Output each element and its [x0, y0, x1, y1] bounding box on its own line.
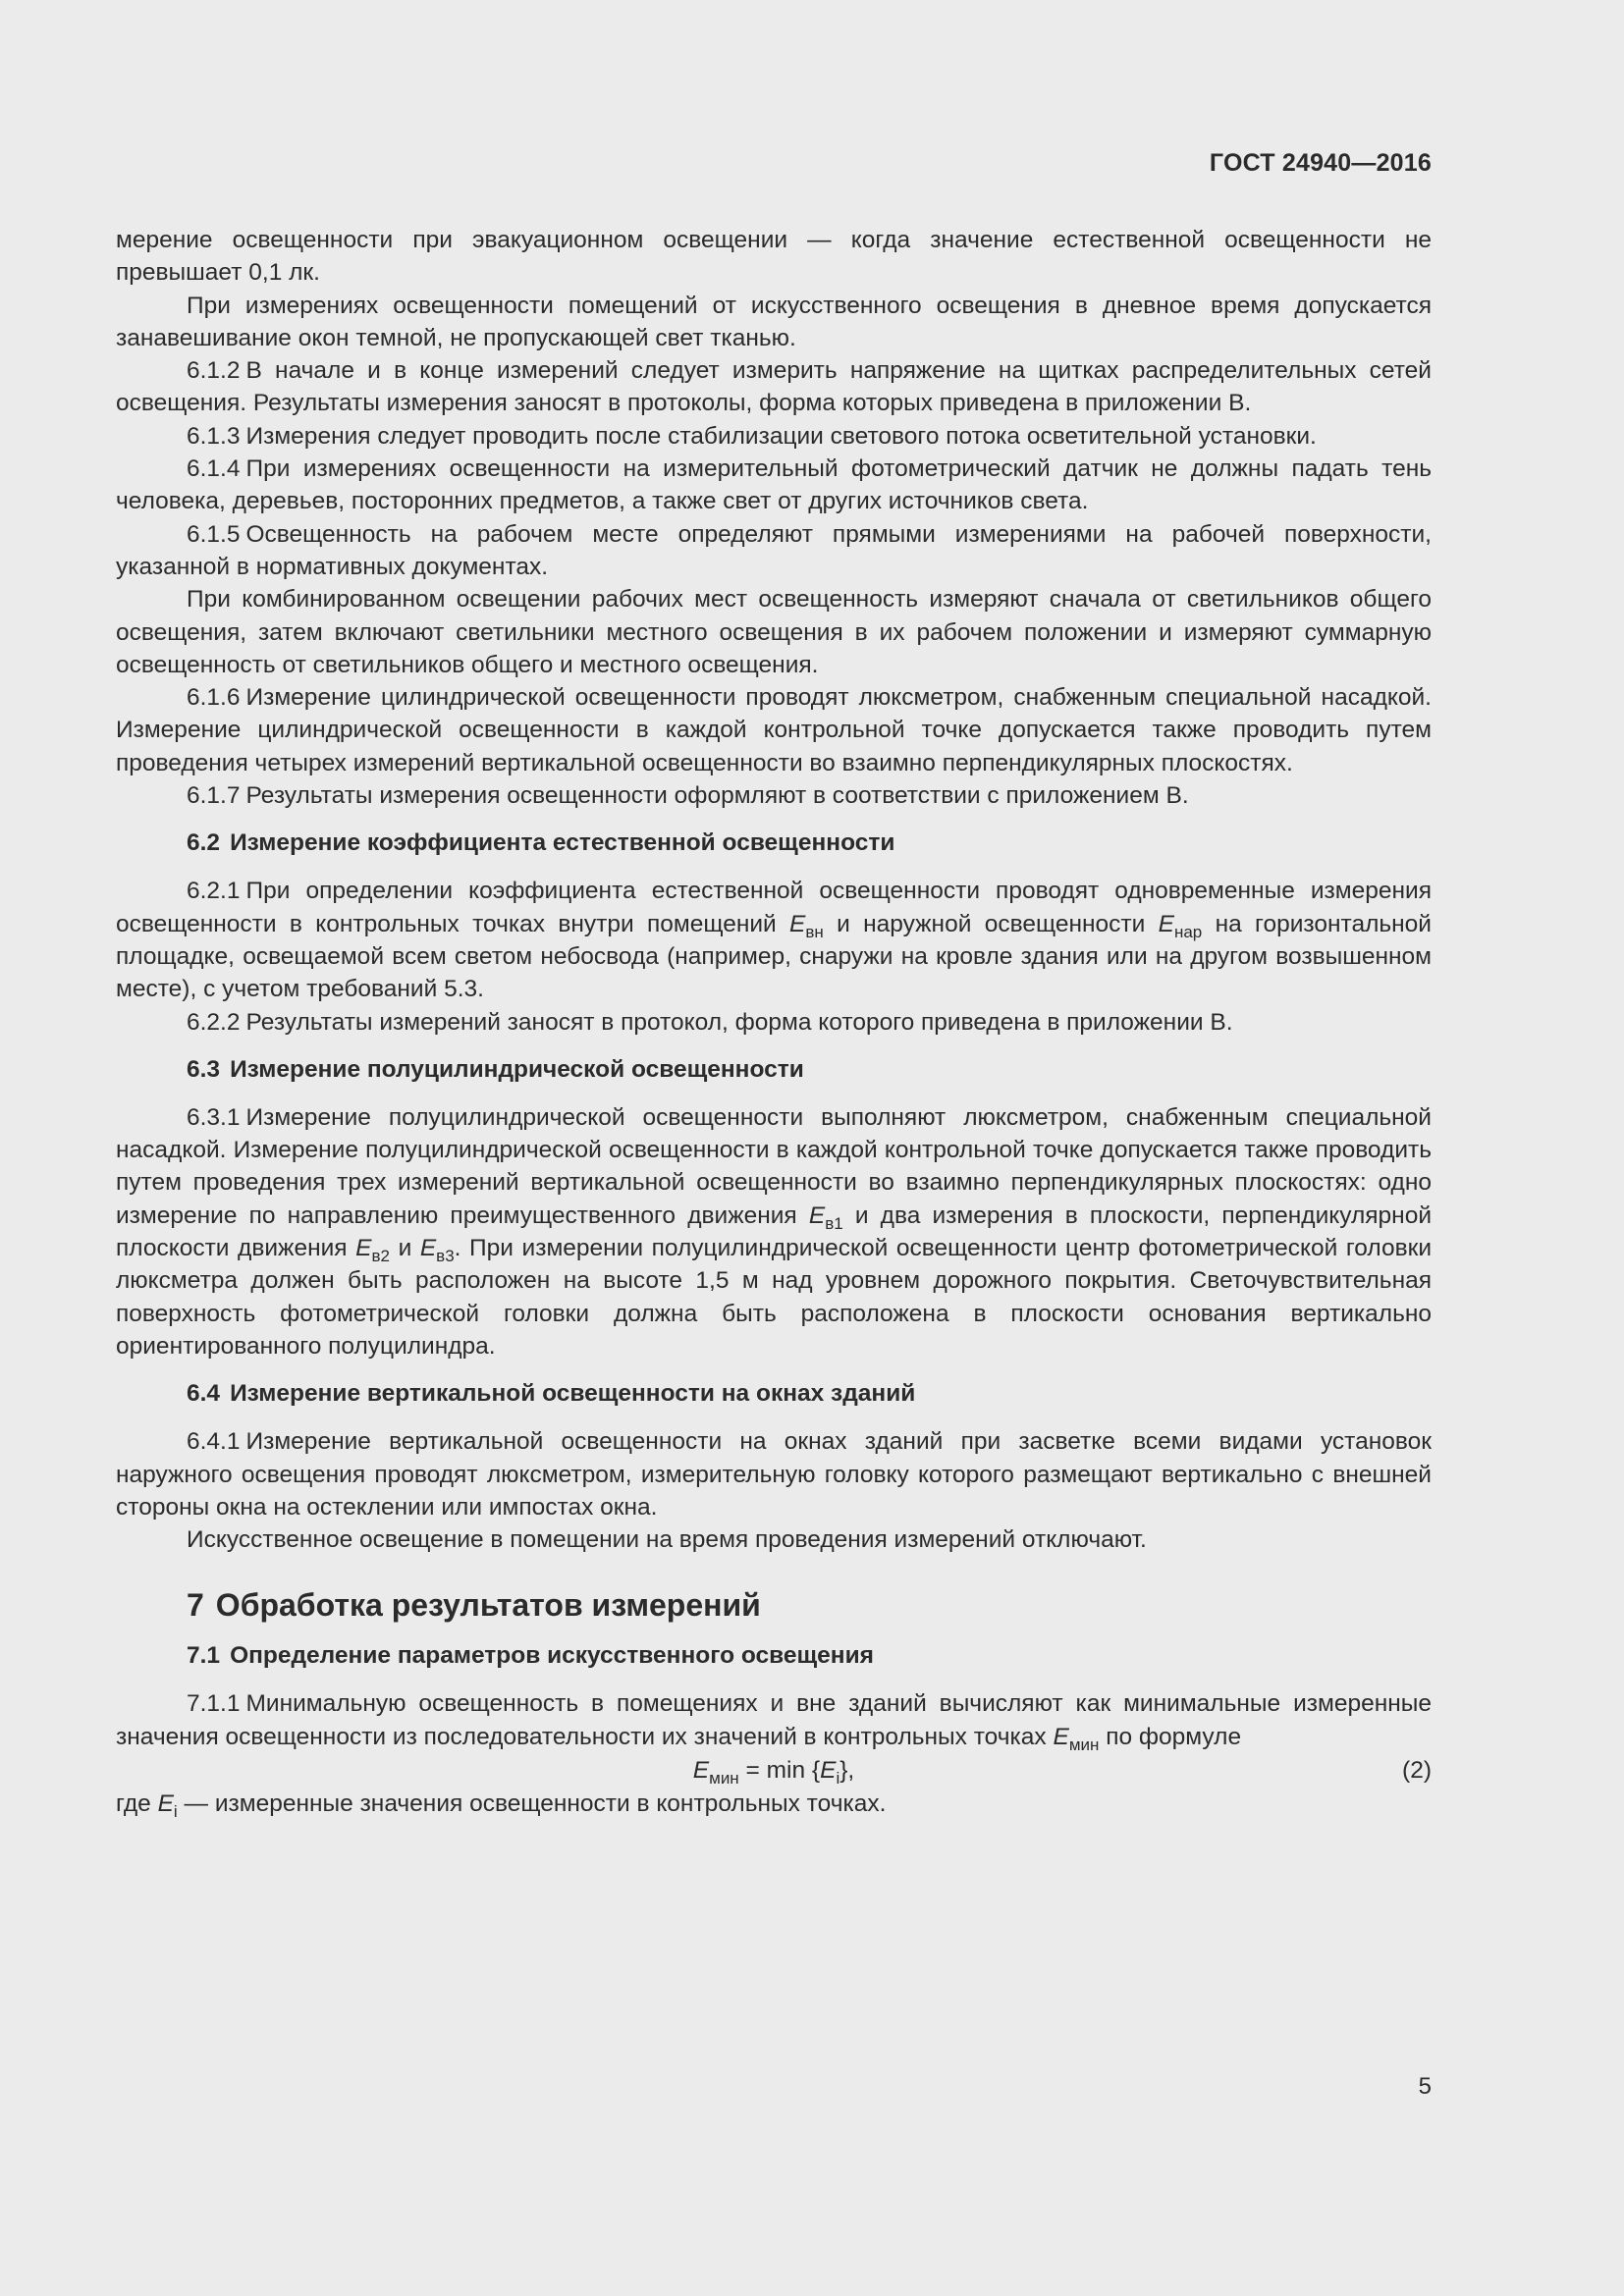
clause-6-1-2 [116, 354, 1432, 420]
clause-number: 6.4.1 [187, 1428, 241, 1456]
clause-text: Минимальную освещенность в помещениях и вне зданий вычисляют как минимальные измеренные значения освещенности из последовательности их значений в контрольных точках [116, 1690, 1432, 1750]
clause-text: Освещенность на рабочем месте определяют прямыми измерениями на рабочей поверхности, указанной в нормативных документах. [116, 520, 1432, 580]
clause-number: 6.1.3 [187, 422, 241, 450]
clause-6-1-5 [116, 518, 1432, 584]
clause-text: Результаты измерений заносят в протокол, форма которого приведена в приложении В. [245, 1008, 1233, 1036]
clause-number: 6.3.1 [187, 1103, 241, 1131]
clause-number: 6.1.2 [187, 357, 241, 385]
section-title: Определение параметров искусственного освещения [230, 1642, 874, 1670]
symbol-e: E [789, 910, 806, 937]
paragraph: При комбинированном освещении рабочих мест освещенность измеряют сначала от светильников общего освещения, затем включают светильники местного освещения в их рабочем положении и измеряют суммарную освещенность от светильников общего и местного освещения. [116, 586, 1432, 678]
chapter-title: Обработка результатов измерений [215, 1587, 761, 1624]
section-heading-6-3 [116, 1053, 1432, 1086]
clause-text: Измерение цилиндрической освещенности проводят люксметром, снабженным специальной насадкой. Измерение цилиндрической освещенности в каждой контрольной точке допускается также проводить путем проведения четырех измерений вертикальной освещенности во взаимно перпендикулярных плоскостях. [116, 684, 1432, 776]
clause-text: Результаты измерения освещенности оформляют в соответствии с приложением В. [245, 782, 1189, 810]
paragraph-continuation: мерение освещенности при эвакуационном освещении — когда значение естественной освещенности не превышает 0,1 лк. [116, 227, 1432, 287]
subscript: i [173, 1801, 178, 1821]
clause-6-4-1 [116, 1425, 1432, 1523]
clause-6-1-3 [116, 420, 1432, 453]
clause-text: и два измерения в плоскости, перпендикулярной плоскости движения [116, 1201, 1433, 1262]
subscript: в2 [371, 1247, 390, 1266]
explanation-text: — измеренные значения освещенности в контрольных точках. [184, 1789, 887, 1817]
clause-number: 6.1.4 [187, 455, 241, 483]
formula [692, 1756, 855, 1788]
subscript: в1 [825, 1213, 843, 1233]
document-body [116, 224, 1432, 1820]
symbol-e: E [692, 1756, 710, 1784]
page-number: 5 [1418, 2073, 1432, 2100]
formula-explanation [116, 1788, 1432, 1820]
clause-text: и наружной освещенности [837, 910, 1146, 937]
symbol-e: E [157, 1789, 174, 1817]
clause-number: 6.1.7 [187, 782, 241, 810]
clause-text: на горизонтальной площадке, освещаемой всем светом небосвода (например, снаружи на кровле здания или на другом возвышенном месте), с учетом требований 5.3. [116, 910, 1432, 1003]
subscript: вн [805, 922, 824, 941]
clause-text: . При измерении полуцилиндрической освещенности центр фотометрической головки люксметра должен быть расположен на высоте 1,5 м над уровнем дорожного покрытия. Светочувствительная поверхность фотометрической головки должна быть расположена в плоскости основания вертикально ориентированного полуцилиндра. [116, 1235, 1433, 1360]
section-number: 6.4 [187, 1380, 221, 1408]
clause-number: 6.1.6 [187, 684, 241, 712]
subscript: мин [709, 1768, 739, 1788]
section-heading-6-4 [116, 1377, 1432, 1410]
subscript: нар [1173, 922, 1203, 941]
section-heading-7-1 [116, 1639, 1432, 1672]
section-number: 6.2 [187, 829, 221, 857]
explanation-text: где [116, 1789, 151, 1817]
subscript: в3 [436, 1247, 455, 1266]
clause-7-1-1 [116, 1687, 1432, 1753]
clause-number: 7.1.1 [187, 1690, 241, 1718]
formula-text: }, [839, 1756, 855, 1784]
clause-number: 6.2.1 [187, 878, 241, 905]
clause-6-3-1 [116, 1101, 1432, 1362]
standard-code: ГОСТ 24940—2016 [1209, 149, 1432, 177]
formula-text: = min { [738, 1756, 821, 1784]
clause-number: 6.1.5 [187, 520, 241, 548]
clause-6-1-4 [116, 453, 1432, 518]
clause-6-1-7 [116, 779, 1432, 812]
symbol-e: E [1158, 910, 1174, 937]
clause-6-2-1 [116, 875, 1432, 1005]
clause-text: по формуле [1106, 1723, 1242, 1750]
section-number: 6.3 [187, 1055, 221, 1083]
symbol-e: E [1053, 1723, 1069, 1750]
symbol-e: E [820, 1756, 837, 1784]
clause-text: В начале и в конце измерений следует измерить напряжение на щитках распределительных сетей освещения. Результаты измерения заносят в протоколы, форма которых приведена в приложении В. [116, 357, 1432, 417]
clause-6-2-2 [116, 1006, 1432, 1039]
clause-number: 6.2.2 [187, 1008, 241, 1036]
symbol-e: E [808, 1201, 826, 1229]
section-title: Измерение вертикальной освещенности на окнах зданий [230, 1380, 916, 1408]
chapter-heading-7 [116, 1585, 1432, 1625]
equation-number: (2) [1402, 1756, 1432, 1784]
subscript: i [836, 1768, 840, 1788]
section-title: Измерение коэффициента естественной освещенности [230, 829, 895, 857]
clause-6-1-6 [116, 681, 1432, 779]
section-heading-6-2 [116, 827, 1432, 859]
chapter-number: 7 [187, 1587, 204, 1624]
clause-text: Измерение вертикальной освещенности на окнах зданий при засветке всеми видами установок наружного освещения проводят люксметром, измерительную головку которого размещают вертикально с внешней стороны окна на остеклении или импостах окна. [116, 1428, 1432, 1521]
paragraph: Искусственное освещение в помещении на время проведения измерений отключают. [187, 1526, 1147, 1554]
symbol-e: E [419, 1235, 437, 1262]
clause-text: Измерение полуцилиндрической освещенности выполняют люксметром, снабженным специальной насадкой. Измерение полуцилиндрической освещенности в каждой контрольной точке допускается также проводить путем проведения трех измерений вертикальной освещенности во взаимно перпендикулярных плоскостях: одно измерение по направлению преимущественного движения [116, 1103, 1432, 1229]
clause-text: и [398, 1235, 412, 1262]
subscript: мин [1068, 1735, 1100, 1754]
paragraph: При измерениях освещенности помещений от искусственного освещения в дневное время допускается занавешивание окон темной, не пропускающей свет тканью. [116, 292, 1432, 351]
section-title: Измерение полуцилиндрической освещенности [230, 1055, 804, 1083]
symbol-e: E [355, 1235, 372, 1262]
clause-text: При измерениях освещенности на измерительный фотометрический датчик не должны падать тень человека, деревьев, посторонних предметов, а также свет от других источников света. [116, 455, 1432, 515]
clause-text: Измерения следует проводить после стабилизации светового потока осветительной установки. [245, 422, 1317, 450]
formula-2 [116, 1753, 1432, 1788]
clause-text: При определении коэффициента естественной освещенности проводят одновременные измерения освещенности в контрольных точках внутри помещений [116, 878, 1432, 937]
section-number: 7.1 [187, 1642, 221, 1670]
